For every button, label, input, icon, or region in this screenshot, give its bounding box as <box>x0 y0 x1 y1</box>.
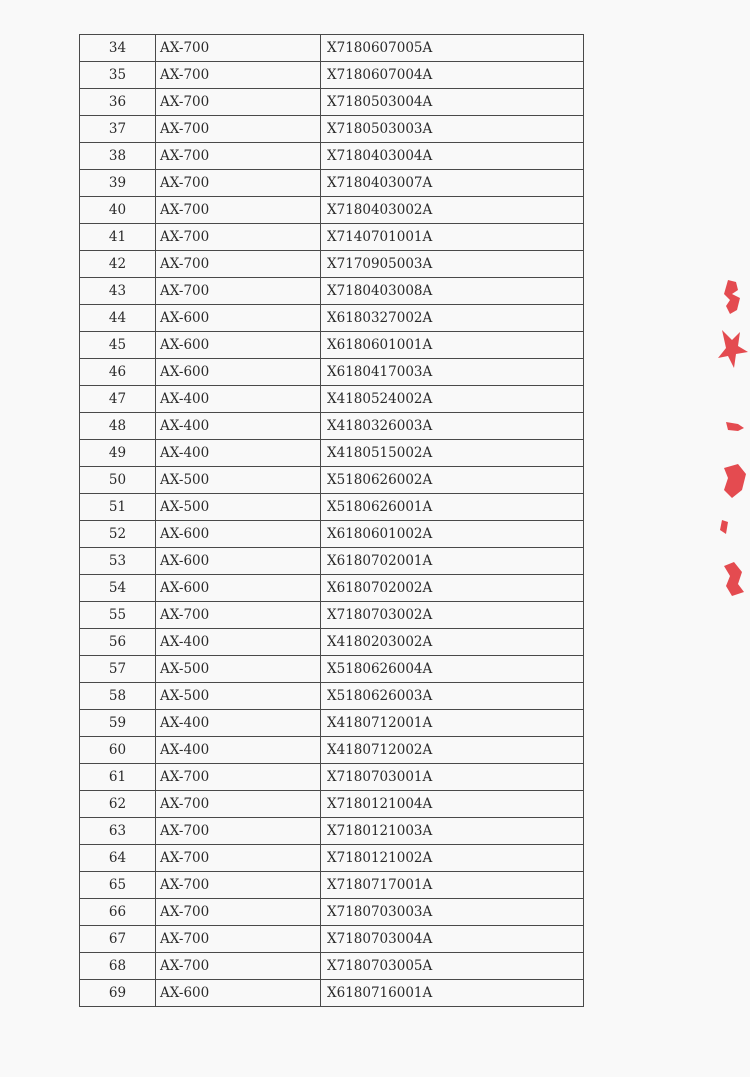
model-cell: AX-400 <box>156 737 321 764</box>
model-cell: AX-700 <box>156 251 321 278</box>
table-row <box>80 35 584 62</box>
serial-number-cell: X6180702002A <box>321 575 584 602</box>
row-number: 52 <box>80 521 156 548</box>
row-number: 42 <box>80 251 156 278</box>
serial-number-cell: X7180121004A <box>321 791 584 818</box>
model-cell: AX-700 <box>156 872 321 899</box>
model-cell: AX-600 <box>156 575 321 602</box>
table-row <box>80 602 584 629</box>
red-official-seal-icon <box>718 280 750 630</box>
table-row <box>80 62 584 89</box>
serial-number-cell: X5180626004A <box>321 656 584 683</box>
row-number: 54 <box>80 575 156 602</box>
table-row <box>80 521 584 548</box>
row-number: 56 <box>80 629 156 656</box>
serial-number-cell: X5180626003A <box>321 683 584 710</box>
serial-number-cell: X7180703001A <box>321 764 584 791</box>
table-row <box>80 710 584 737</box>
row-number: 48 <box>80 413 156 440</box>
row-number: 63 <box>80 818 156 845</box>
serial-number-cell: X6180327002A <box>321 305 584 332</box>
table-row <box>80 278 584 305</box>
row-number: 50 <box>80 467 156 494</box>
serial-number-cell: X7180607005A <box>321 35 584 62</box>
model-cell: AX-500 <box>156 656 321 683</box>
model-cell: AX-700 <box>156 791 321 818</box>
table-body <box>80 35 584 1007</box>
row-number: 65 <box>80 872 156 899</box>
row-number: 66 <box>80 899 156 926</box>
model-cell: AX-700 <box>156 116 321 143</box>
row-number: 59 <box>80 710 156 737</box>
table-row <box>80 359 584 386</box>
table-row <box>80 899 584 926</box>
model-cell: AX-600 <box>156 521 321 548</box>
row-number: 34 <box>80 35 156 62</box>
table-row <box>80 656 584 683</box>
equipment-serial-table <box>79 34 584 1007</box>
table-row <box>80 197 584 224</box>
row-number: 55 <box>80 602 156 629</box>
model-cell: AX-700 <box>156 35 321 62</box>
model-cell: AX-600 <box>156 332 321 359</box>
table-row <box>80 953 584 980</box>
model-cell: AX-500 <box>156 494 321 521</box>
table-row <box>80 251 584 278</box>
table-row <box>80 926 584 953</box>
serial-number-cell: X4180524002A <box>321 386 584 413</box>
table-row <box>80 683 584 710</box>
row-number: 39 <box>80 170 156 197</box>
serial-number-cell: X4180515002A <box>321 440 584 467</box>
model-cell: AX-700 <box>156 197 321 224</box>
table-row <box>80 386 584 413</box>
model-cell: AX-700 <box>156 953 321 980</box>
serial-number-cell: X7180403008A <box>321 278 584 305</box>
table-row <box>80 467 584 494</box>
table-row <box>80 413 584 440</box>
serial-number-cell: X7180503004A <box>321 89 584 116</box>
row-number: 45 <box>80 332 156 359</box>
serial-number-cell: X6180702001A <box>321 548 584 575</box>
serial-number-cell: X7180403002A <box>321 197 584 224</box>
table-row <box>80 494 584 521</box>
row-number: 41 <box>80 224 156 251</box>
serial-number-cell: X7180121003A <box>321 818 584 845</box>
row-number: 61 <box>80 764 156 791</box>
table-row <box>80 791 584 818</box>
table-row <box>80 764 584 791</box>
row-number: 51 <box>80 494 156 521</box>
serial-number-cell: X7180607004A <box>321 62 584 89</box>
table-row <box>80 89 584 116</box>
model-cell: AX-500 <box>156 467 321 494</box>
model-cell: AX-400 <box>156 629 321 656</box>
table-row <box>80 629 584 656</box>
table-row <box>80 818 584 845</box>
serial-number-cell: X5180626002A <box>321 467 584 494</box>
model-cell: AX-700 <box>156 845 321 872</box>
model-cell: AX-400 <box>156 710 321 737</box>
model-cell: AX-500 <box>156 683 321 710</box>
serial-number-cell: X4180203002A <box>321 629 584 656</box>
row-number: 46 <box>80 359 156 386</box>
serial-number-cell: X4180712001A <box>321 710 584 737</box>
model-cell: AX-400 <box>156 386 321 413</box>
table-row <box>80 737 584 764</box>
model-cell: AX-700 <box>156 764 321 791</box>
serial-number-cell: X7180717001A <box>321 872 584 899</box>
model-cell: AX-400 <box>156 440 321 467</box>
serial-number-cell: X6180601002A <box>321 521 584 548</box>
serial-number-cell: X7170905003A <box>321 251 584 278</box>
model-cell: AX-400 <box>156 413 321 440</box>
serial-number-cell: X7180503003A <box>321 116 584 143</box>
table-row <box>80 575 584 602</box>
serial-number-cell: X6180417003A <box>321 359 584 386</box>
table-row <box>80 143 584 170</box>
row-number: 49 <box>80 440 156 467</box>
row-number: 35 <box>80 62 156 89</box>
row-number: 68 <box>80 953 156 980</box>
table-row <box>80 872 584 899</box>
row-number: 57 <box>80 656 156 683</box>
row-number: 37 <box>80 116 156 143</box>
serial-number-cell: X6180716001A <box>321 980 584 1007</box>
model-cell: AX-600 <box>156 980 321 1007</box>
model-cell: AX-700 <box>156 818 321 845</box>
model-cell: AX-600 <box>156 305 321 332</box>
row-number: 67 <box>80 926 156 953</box>
serial-number-cell: X7180703004A <box>321 926 584 953</box>
table-row <box>80 332 584 359</box>
serial-number-cell: X7140701001A <box>321 224 584 251</box>
row-number: 62 <box>80 791 156 818</box>
serial-number-cell: X5180626001A <box>321 494 584 521</box>
table-row <box>80 305 584 332</box>
model-cell: AX-700 <box>156 170 321 197</box>
row-number: 53 <box>80 548 156 575</box>
row-number: 40 <box>80 197 156 224</box>
model-cell: AX-700 <box>156 224 321 251</box>
row-number: 58 <box>80 683 156 710</box>
table-row <box>80 980 584 1007</box>
model-cell: AX-700 <box>156 89 321 116</box>
serial-number-cell: X7180703003A <box>321 899 584 926</box>
table-row <box>80 548 584 575</box>
serial-number-cell: X7180121002A <box>321 845 584 872</box>
table-row <box>80 845 584 872</box>
serial-number-cell: X7180403007A <box>321 170 584 197</box>
model-cell: AX-700 <box>156 926 321 953</box>
model-cell: AX-700 <box>156 278 321 305</box>
table-row <box>80 116 584 143</box>
model-cell: AX-700 <box>156 62 321 89</box>
model-cell: AX-600 <box>156 548 321 575</box>
serial-number-cell: X4180326003A <box>321 413 584 440</box>
table-row <box>80 440 584 467</box>
row-number: 44 <box>80 305 156 332</box>
serial-number-cell: X7180403004A <box>321 143 584 170</box>
row-number: 64 <box>80 845 156 872</box>
row-number: 47 <box>80 386 156 413</box>
serial-number-cell: X7180703005A <box>321 953 584 980</box>
table-row <box>80 224 584 251</box>
row-number: 69 <box>80 980 156 1007</box>
table-row <box>80 170 584 197</box>
model-cell: AX-700 <box>156 602 321 629</box>
row-number: 60 <box>80 737 156 764</box>
serial-number-cell: X4180712002A <box>321 737 584 764</box>
row-number: 43 <box>80 278 156 305</box>
serial-number-cell: X6180601001A <box>321 332 584 359</box>
row-number: 36 <box>80 89 156 116</box>
model-cell: AX-600 <box>156 359 321 386</box>
model-cell: AX-700 <box>156 143 321 170</box>
row-number: 38 <box>80 143 156 170</box>
model-cell: AX-700 <box>156 899 321 926</box>
serial-number-cell: X7180703002A <box>321 602 584 629</box>
